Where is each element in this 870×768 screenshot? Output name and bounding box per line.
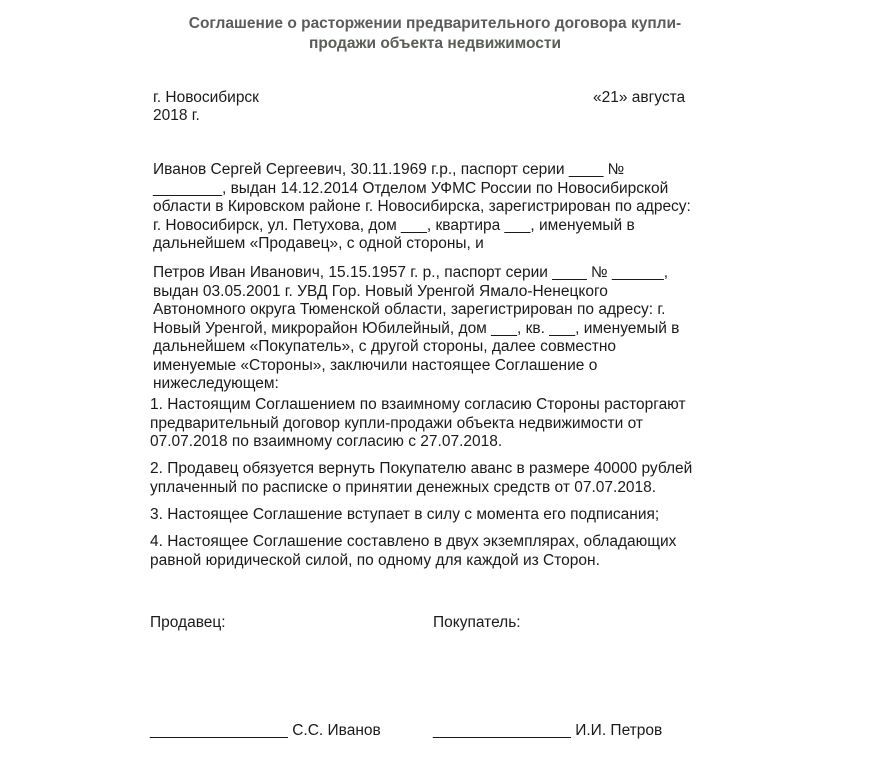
- buyer-line: дальнейшем «Покупатель», с другой стороны, далее совместно: [153, 338, 616, 355]
- clause-line: уплаченный по расписке о принятии денежных средств от 07.07.2018.: [150, 478, 657, 496]
- document-title: [0, 14, 870, 54]
- buyer-signature-line: ________________ И.И. Петров: [433, 722, 663, 739]
- title-line-1: Соглашение о расторжении предварительного договора купли-: [188, 15, 682, 32]
- clause-line: 1. Настоящим Соглашением по взаимному согласию Стороны расторгают: [150, 396, 686, 413]
- seller-signature-line: ________________ С.С. Иванов: [150, 722, 381, 739]
- seller-line: дальнейшем «Продавец», с одной стороны, и: [153, 235, 484, 252]
- buyer-paragraph: [153, 264, 733, 394]
- seller-line: области в Кировском районе г. Новосибирска, зарегистрирован по адресу:: [153, 198, 691, 215]
- date-day-month: «21» августа: [593, 89, 686, 106]
- clause-line: 07.07.2018 по взаимному согласию с 27.07.2018.: [150, 433, 503, 450]
- clause-3: [150, 506, 730, 525]
- buyer-line: Автономного округа Тюменской области, зарегистрирован по адресу: г.: [153, 301, 666, 318]
- buyer-line: Новый Уренгой, микрорайон Юбилейный, дом ___, кв. ___, именуемый в: [153, 319, 680, 337]
- buyer-signature-label: Покупатель:: [433, 614, 521, 631]
- city: г. Новосибирск: [153, 89, 259, 106]
- clause-line: равной юридической силой, по одному для каждой из Сторон.: [150, 551, 600, 569]
- clause-2: [150, 460, 730, 497]
- title-line-2: продажи объекта недвижимости: [308, 35, 562, 52]
- clause-line: 3. Настоящее Соглашение вступает в силу с момента его подписания;: [150, 506, 660, 523]
- buyer-line: Петров Иван Иванович, 15.15.1957 г. р., паспорт серии ____ № ______,: [153, 264, 669, 281]
- clause-line: 4. Настоящее Соглашение составлено в двух экземплярах, обладающих: [150, 533, 677, 550]
- buyer-line: именуемые «Стороны», заключили настоящее Соглашение о: [153, 356, 598, 374]
- clause-4: [150, 533, 730, 570]
- seller-signature-label: Продавец:: [150, 614, 226, 631]
- seller-line: г. Новосибирск, ул. Петухова, дом ___, квартира ___, именуемый в: [153, 216, 635, 234]
- clause-line: 2. Продавец обязуется вернуть Покупателю аванс в размере 40000 рублей: [150, 460, 693, 477]
- date-year: 2018 г.: [153, 107, 200, 124]
- seller-line: ________, выдан 14.12.2014 Отделом УФМС России по Новосибирской: [153, 179, 669, 197]
- clause-line: предварительный договор купли-продажи объекта недвижимости от: [150, 414, 643, 432]
- buyer-line: выдан 03.05.2001 г. УВД Гор. Новый Уренгой Ямало-Ненецкого: [153, 282, 608, 300]
- clause-1: [150, 396, 730, 452]
- buyer-line: нижеследующем:: [153, 375, 279, 392]
- seller-paragraph: [153, 161, 733, 254]
- seller-line: Иванов Сергей Сергеевич, 30.11.1969 г.р., паспорт серии ____ №: [153, 161, 625, 178]
